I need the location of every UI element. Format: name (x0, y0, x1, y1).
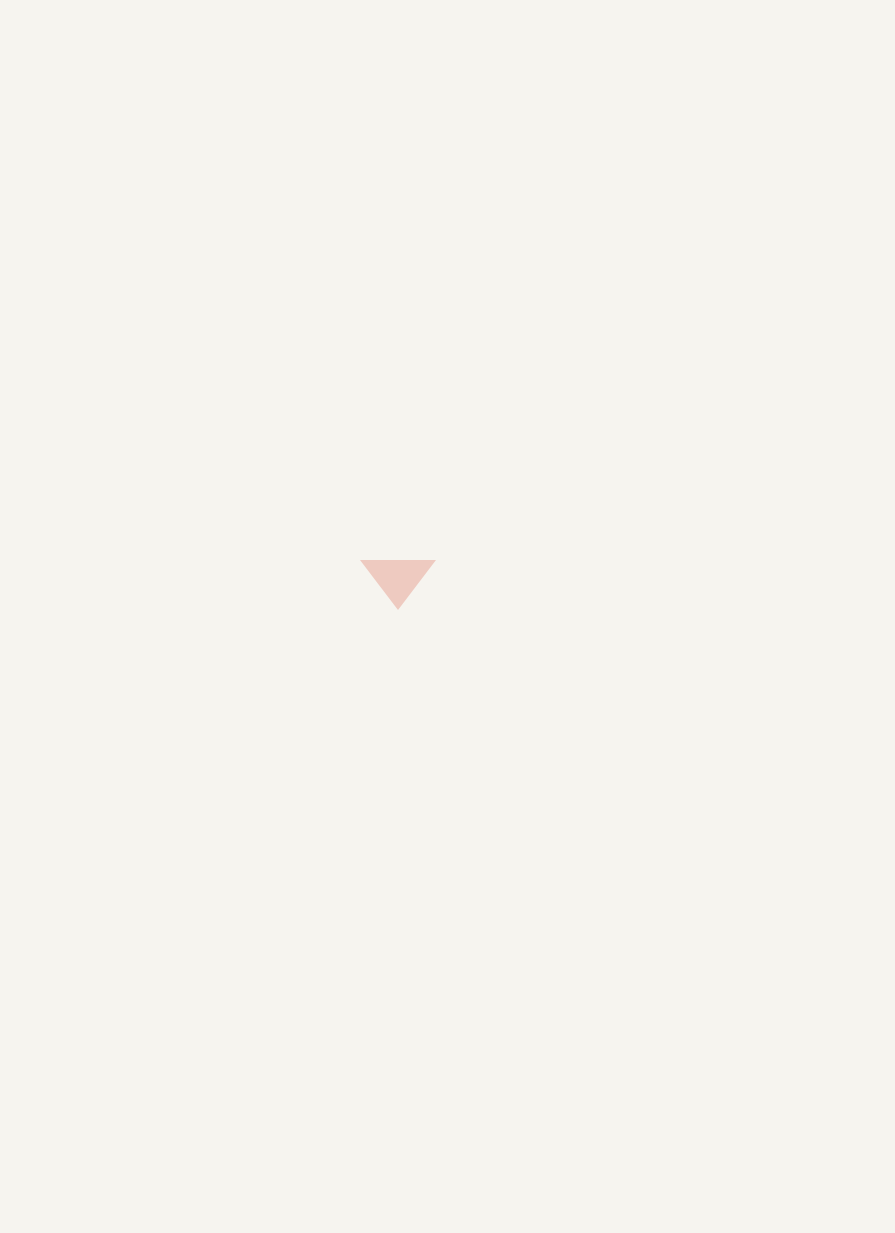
archive-watermark (250, 560, 670, 740)
watermark-arrow-icon (360, 560, 436, 610)
